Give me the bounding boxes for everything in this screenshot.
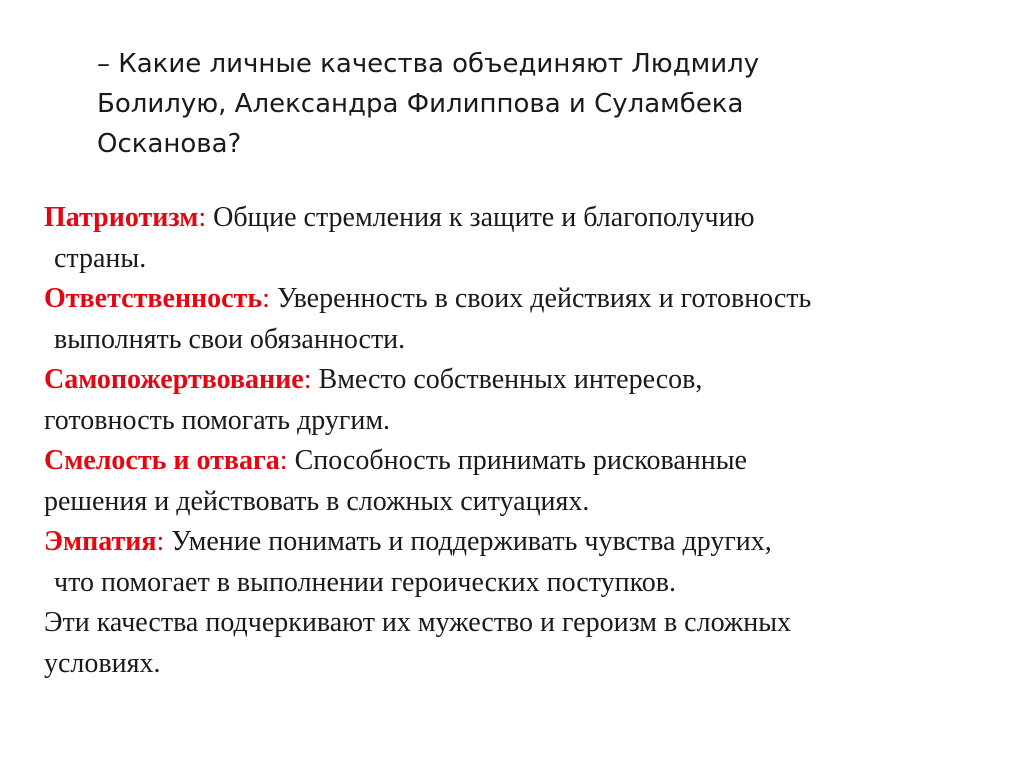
conclusion-line: Эти качества подчеркивают их мужество и героизм в сложных <box>44 607 792 638</box>
quality-term: Смелость и отвага <box>44 445 280 476</box>
quality-item-empathy <box>44 522 1004 603</box>
quality-description: Способность принимать рискованные <box>287 445 747 476</box>
slide-question <box>97 44 957 164</box>
term-colon: : <box>279 445 288 476</box>
quality-description: Уверенность в своих действиях и готовность <box>269 283 812 314</box>
question-line: Осканова? <box>97 129 242 159</box>
question-line: Болилую, Александра Филиппова и Суламбека <box>97 89 744 119</box>
term-colon: : <box>156 526 165 557</box>
quality-description: Умение понимать и поддерживать чувства других, <box>164 526 772 557</box>
conclusion-line: условиях. <box>44 647 161 679</box>
quality-description: Вместо собственных интересов, <box>311 364 703 395</box>
quality-continuation: что помогает в выполнении героических поступков. <box>54 566 677 598</box>
quality-item-patriotism <box>44 198 1004 279</box>
quality-continuation: страны. <box>54 242 147 274</box>
quality-term: Самопожертвование <box>44 364 304 395</box>
qualities-list <box>44 198 1004 684</box>
quality-term: Ответственность <box>44 283 263 314</box>
term-colon: : <box>198 202 207 233</box>
quality-item-courage <box>44 441 1004 522</box>
conclusion <box>44 603 1004 684</box>
quality-continuation: готовность помогать другим. <box>44 404 391 436</box>
quality-continuation: решения и действовать в сложных ситуациях. <box>44 485 590 517</box>
quality-item-responsibility <box>44 279 1004 360</box>
quality-term: Патриотизм <box>44 202 199 233</box>
quality-description: Общие стремления к защите и благополучию <box>206 202 755 233</box>
term-colon: : <box>262 283 270 314</box>
quality-item-self-sacrifice <box>44 360 1004 441</box>
quality-continuation: выполнять свои обязанности. <box>54 323 406 355</box>
quality-term: Эмпатия <box>44 526 157 557</box>
question-line: – Какие личные качества объединяют Людмилу <box>97 49 760 79</box>
term-colon: : <box>303 364 312 395</box>
